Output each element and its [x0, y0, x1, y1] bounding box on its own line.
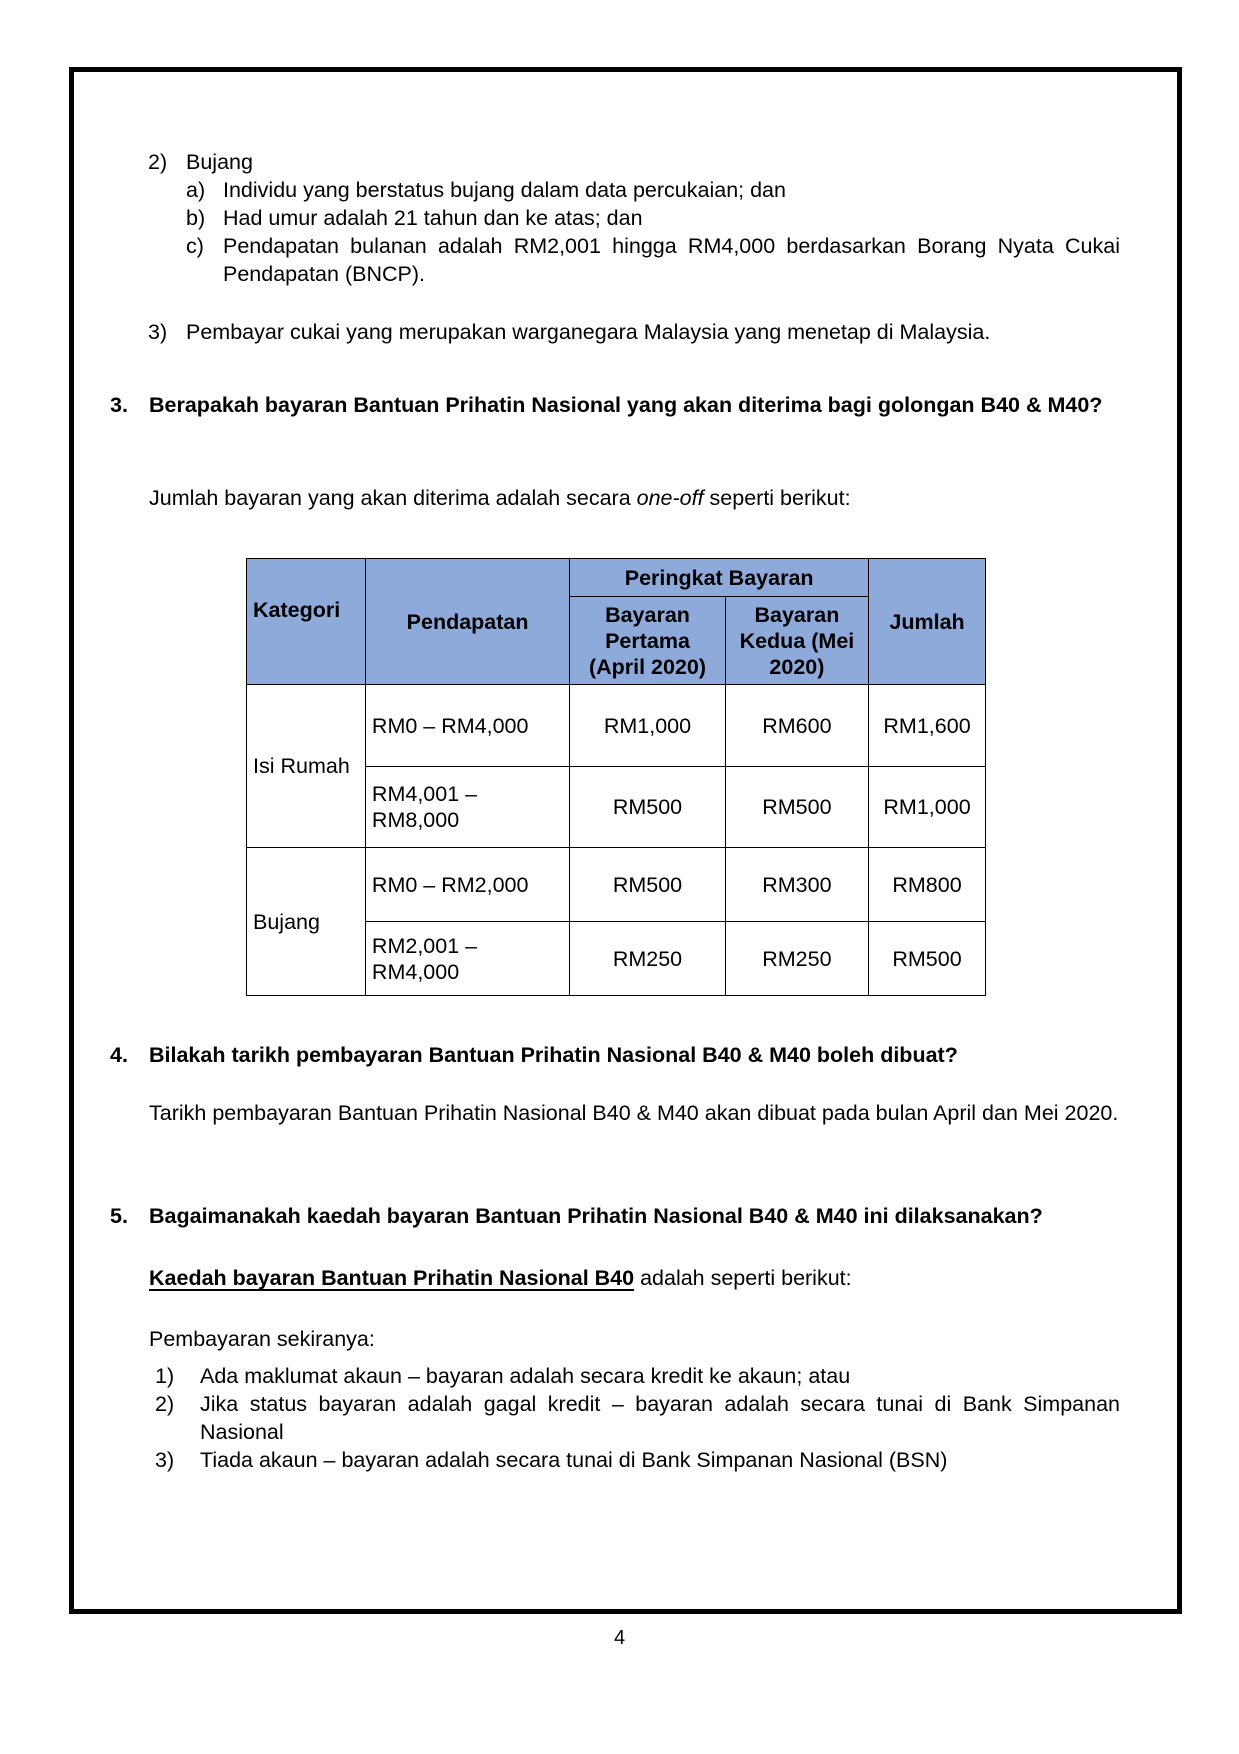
question-4-heading: Bilakah tarikh pembayaran Bantuan Prihatin Nasional B40 & M40 boleh dibuat? — [149, 1043, 958, 1067]
question-5-heading: Bagaimanakah kaedah bayaran Bantuan Prihatin Nasional B40 & M40 ini dilaksanakan? — [149, 1204, 1043, 1228]
pertama-cell: RM1,000 — [570, 685, 726, 767]
criteria-item-3-number: 3) — [148, 320, 168, 344]
pendapatan-cell: RM4,001 – RM8,000 — [365, 767, 569, 848]
page-number: 4 — [613, 1627, 626, 1649]
question-3-intro: Jumlah bayaran yang akan diterima adalah secara one-off seperti berikut: — [149, 486, 851, 510]
pendapatan-cell: RM0 – RM2,000 — [365, 848, 569, 922]
table-row — [247, 848, 986, 922]
header-jumlah: Jumlah — [869, 559, 986, 685]
condition-2-text: Jika status bayaran adalah gagal kredit – bayaran adalah secara tunai di Bank Simpanan Nasional — [200, 1392, 1120, 1444]
pendapatan-cell: RM2,001 – RM4,000 — [365, 922, 569, 996]
jumlah-cell: RM1,000 — [869, 767, 986, 848]
pertama-cell: RM250 — [570, 922, 726, 996]
condition-3-number: 3) — [155, 1448, 175, 1472]
header-pendapatan: Pendapatan — [365, 559, 569, 685]
table-row — [247, 685, 986, 767]
question-4-answer: Tarikh pembayaran Bantuan Prihatin Nasional B40 & M40 akan dibuat pada bulan April dan Mei 2020. — [149, 1101, 1119, 1125]
kedua-cell: RM500 — [725, 767, 868, 848]
kedua-cell: RM600 — [725, 685, 868, 767]
pertama-cell: RM500 — [570, 767, 726, 848]
kedua-cell: RM250 — [725, 922, 868, 996]
pendapatan-cell: RM0 – RM4,000 — [365, 685, 569, 767]
header-peringkat-bayaran: Peringkat Bayaran — [570, 559, 869, 597]
question-5-number: 5. — [110, 1204, 128, 1228]
kategori-isi-rumah: Isi Rumah — [247, 685, 366, 848]
criteria-item-2 — [148, 148, 167, 176]
condition-1-number: 1) — [155, 1364, 175, 1388]
method-heading: Kaedah bayaran Bantuan Prihatin Nasional B40 — [149, 1266, 635, 1290]
kedua-cell: RM300 — [725, 848, 868, 922]
payment-rates-table — [246, 558, 986, 996]
header-kategori: Kategori — [247, 559, 366, 685]
criteria-item-2-title: Bujang — [186, 150, 253, 174]
subitem-letter-b: b) — [186, 206, 206, 230]
subitem-text-b: Had umur adalah 21 tahun dan ke atas; dan — [223, 206, 643, 230]
kategori-bujang: Bujang — [247, 848, 366, 996]
method-statement: Kaedah bayaran Bantuan Prihatin Nasional B40 adalah seperti berikut: — [149, 1266, 852, 1290]
condition-1-text: Ada maklumat akaun – bayaran adalah secara kredit ke akaun; atau — [200, 1364, 851, 1388]
header-bayaran-pertama: Bayaran Pertama (April 2020) — [570, 597, 726, 685]
condition-2-number: 2) — [155, 1392, 175, 1416]
list-number: 2) — [148, 150, 168, 174]
subitem-letter-c: c) — [186, 234, 204, 258]
header-bayaran-kedua: Bayaran Kedua (Mei 2020) — [725, 597, 868, 685]
condition-3-text: Tiada akaun – bayaran adalah secara tunai di Bank Simpanan Nasional (BSN) — [200, 1448, 948, 1472]
criteria-item-3-text: Pembayar cukai yang merupakan warganegara Malaysia yang menetap di Malaysia. — [186, 320, 991, 344]
question-3-number: 3. — [110, 393, 128, 417]
condition-intro: Pembayaran sekiranya: — [149, 1327, 375, 1351]
question-4-number: 4. — [110, 1043, 128, 1067]
pertama-cell: RM500 — [570, 848, 726, 922]
subitem-text-a: Individu yang berstatus bujang dalam data percukaian; dan — [223, 178, 786, 202]
one-off-term: one-off — [636, 486, 704, 510]
jumlah-cell: RM1,600 — [869, 685, 986, 767]
subitem-letter-a: a) — [186, 178, 206, 202]
jumlah-cell: RM800 — [869, 848, 986, 922]
question-3-heading: Berapakah bayaran Bantuan Prihatin Nasional yang akan diterima bagi golongan B40 & M40? — [149, 393, 1103, 417]
subitem-text-c: Pendapatan bulanan adalah RM2,001 hingga RM4,000 berdasarkan Borang Nyata Cukai Pendapatan (BNCP). — [223, 234, 1120, 286]
jumlah-cell: RM500 — [869, 922, 986, 996]
